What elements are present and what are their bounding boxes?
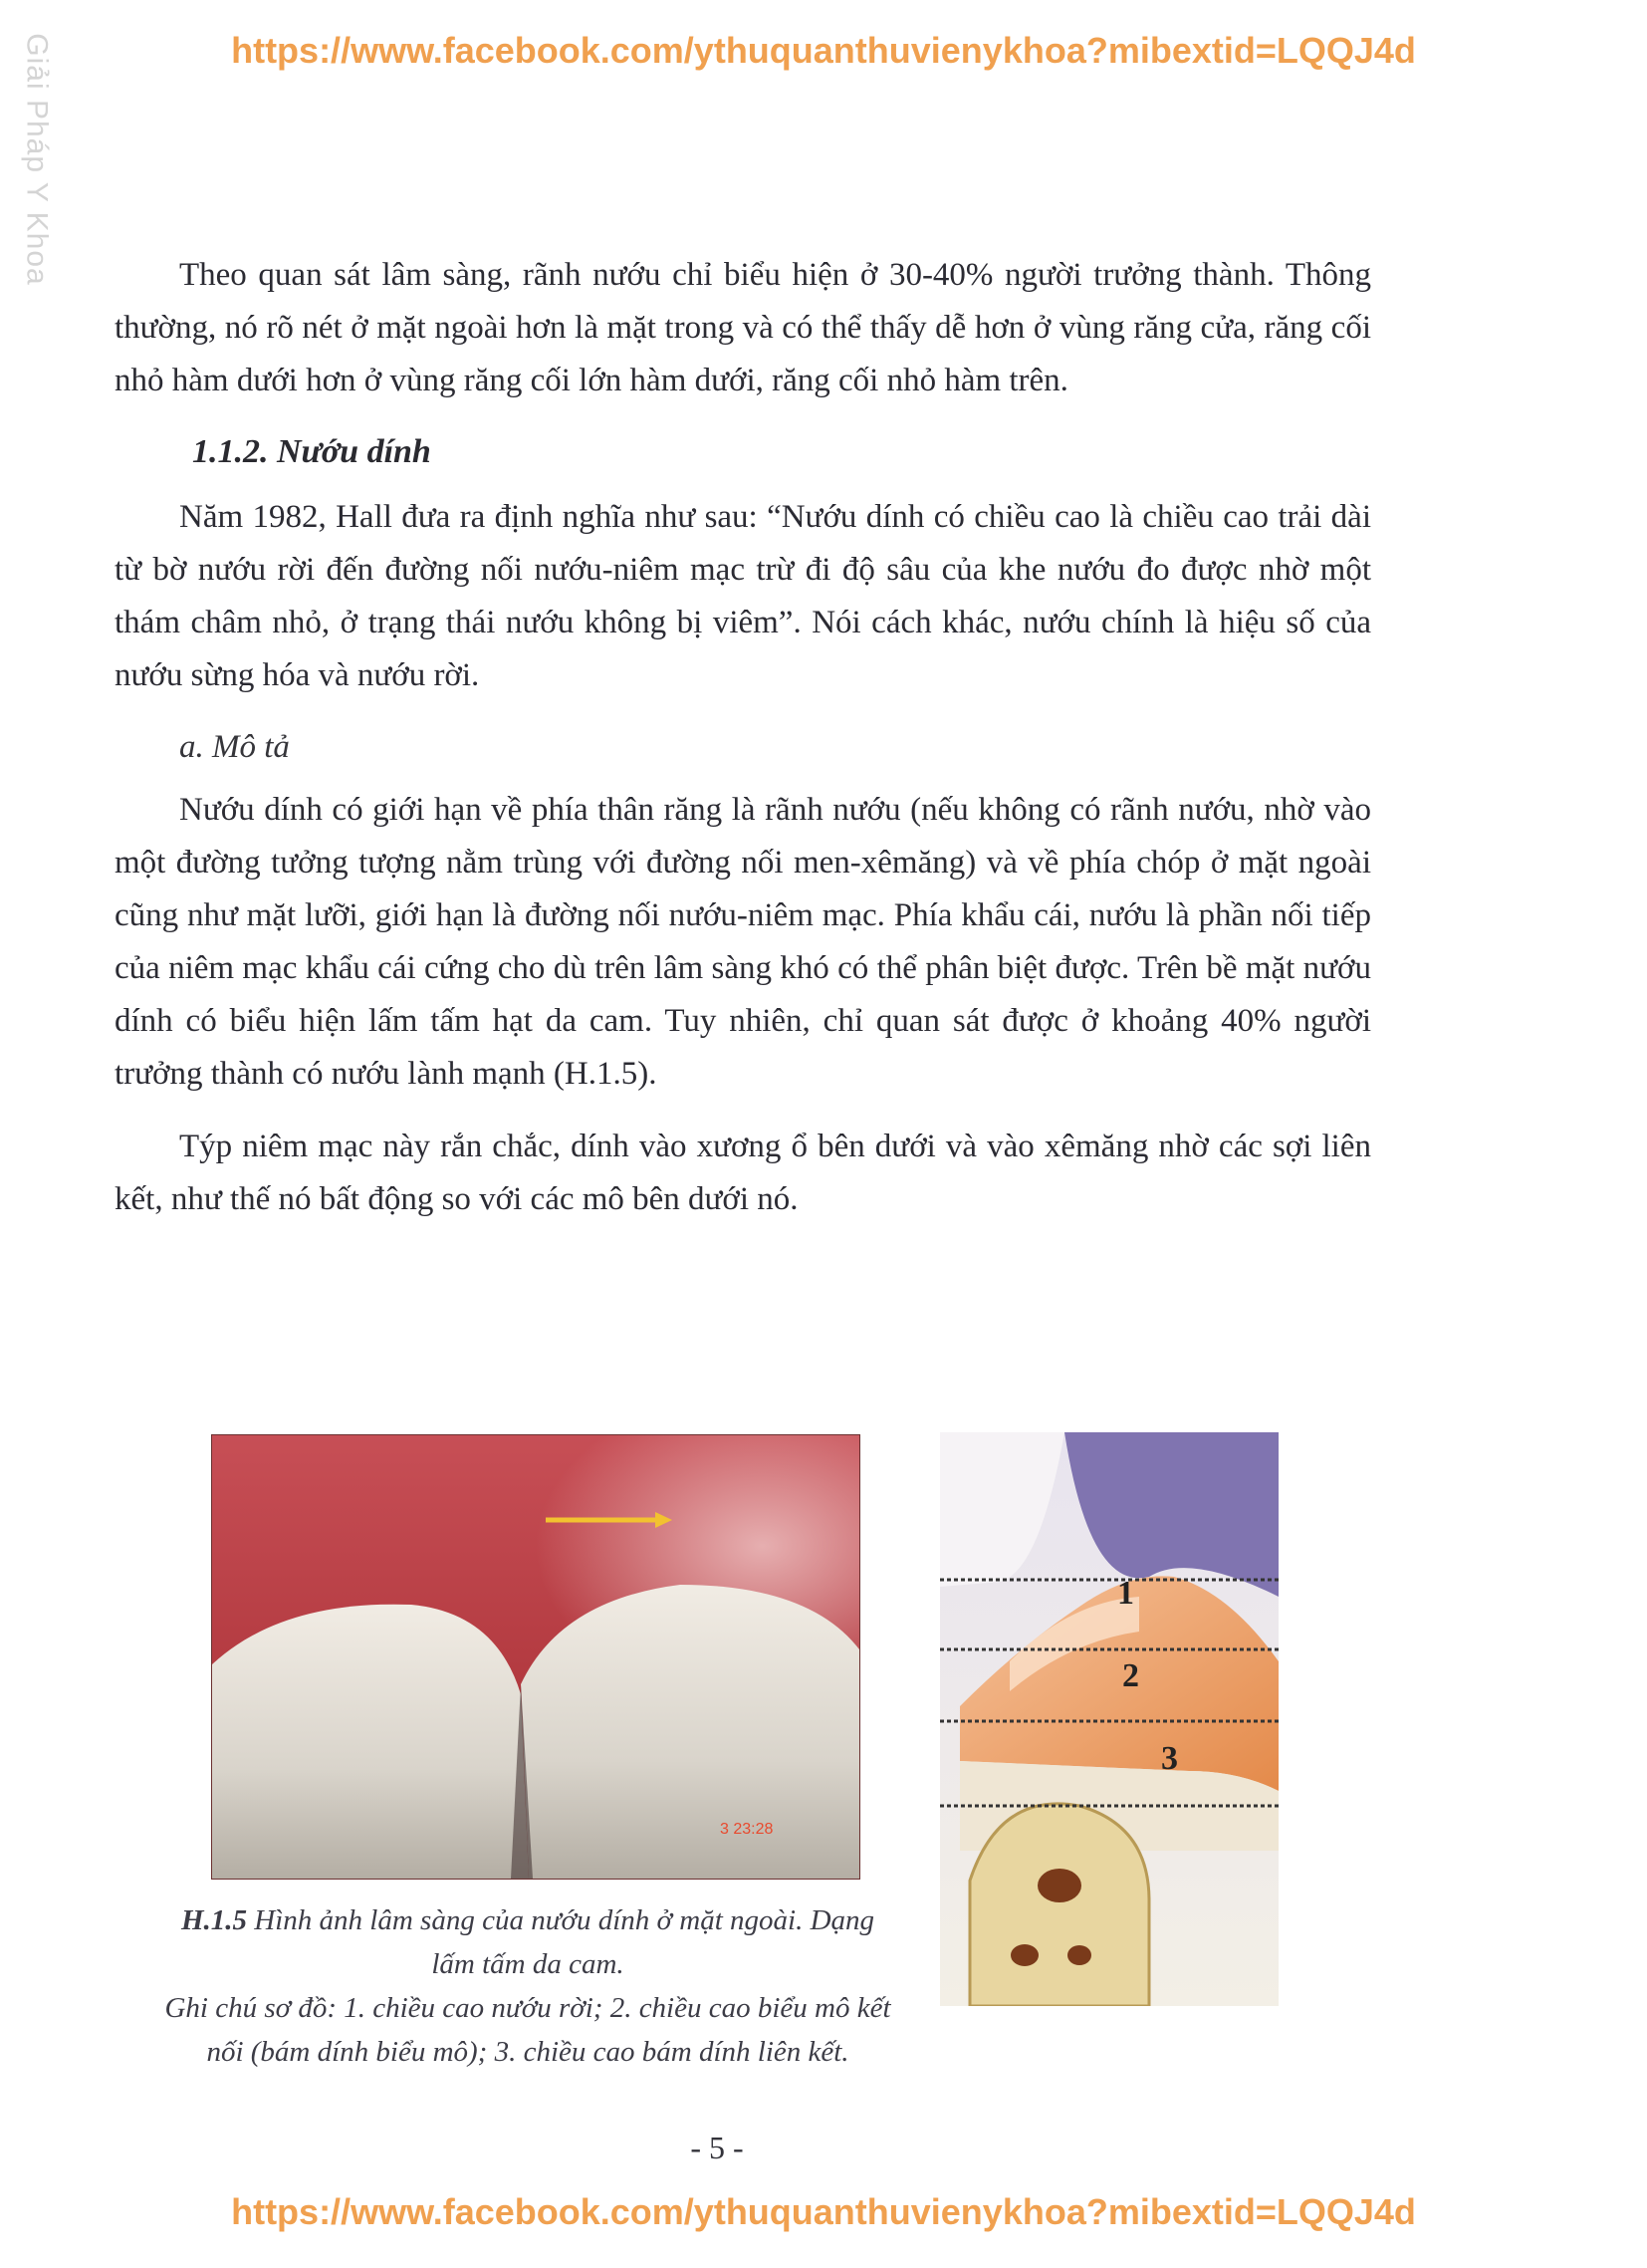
caption-line-1 — [164, 1898, 891, 1986]
clinical-photo-attached-gingiva — [211, 1434, 860, 1880]
photo-timestamp: 3 23:28 — [720, 1821, 774, 1838]
diagram-label-3: 3 — [1161, 1740, 1178, 1777]
figure-caption — [164, 1898, 891, 2074]
page-body — [115, 249, 1371, 1246]
page-number: - 5 - — [690, 2130, 744, 2165]
figure-label: H.1.5 — [180, 1904, 248, 1936]
side-watermark-text: Giải Pháp Y Khoa — [21, 33, 55, 286]
clinical-photo-graphic — [212, 1435, 859, 1879]
diagram-label-1: 1 — [1117, 1575, 1134, 1612]
header-facebook-link[interactable]: https://www.facebook.com/ythuquanthuvienykhoa?mibextid=LQQJ4d — [231, 30, 1416, 71]
diagram-label-2: 2 — [1122, 1657, 1139, 1694]
footer-facebook-link[interactable]: https://www.facebook.com/ythuquanthuvienykhoa?mibextid=LQQJ4d — [231, 2191, 1416, 2232]
caption-line-2: Ghi chú sơ đồ: 1. chiều cao nướu rời; 2. chiều cao biểu mô kết nối (bám dính biểu mô); 3. chiều cao bám dính liên kết. — [164, 1992, 891, 2068]
paragraph-limits-description: Nướu dính có giới hạn về phía thân răng là rãnh nướu (nếu không có rãnh nướu, nhờ vào một đường tưởng tượng nằm trùng với đường nối men-xêmăng) và về phía chóp ở mặt ngoài cũng như mặt lưỡi, giới hạn là đường nối nướu-niêm mạc. Phía khẩu cái, nướu là phần nối tiếp của niêm mạc khẩu cái cứng cho dù trên lâm sàng khó có thể phân biệt được. Trên bề mặt nướu dính có biểu hiện lấm tấm hạt da cam. Tuy nhiên, chỉ quan sát được ở khoảng 40% người trưởng thành có nướu lành mạnh (H.1.5). — [115, 792, 1371, 1092]
paragraph-mucosa-type: Týp niêm mạc này rắn chắc, dính vào xương ổ bên dưới và vào xêmăng nhờ các sợi liên kết, như thế nó bất động so với các mô bên dưới nó. — [115, 1129, 1371, 1217]
caption-text-1: Hình ảnh lâm sàng của nướu dính ở mặt ngoài. Dạng lấm tấm da cam. — [254, 1904, 875, 1980]
paragraph-hall-definition: Năm 1982, Hall đưa ra định nghĩa như sau: “Nướu dính có chiều cao là chiều cao trải dài từ bờ nướu rời đến đường nối nướu-niêm mạc trừ đi độ sâu của khe nướu đo được nhờ một thám châm nhỏ, ở trạng thái nướu không bị viêm”. Nói cách khác, nướu chính là hiệu số của nướu sừng hóa và nướu rời. — [115, 499, 1371, 693]
gingiva-schematic-diagram — [940, 1432, 1279, 2006]
subheading-description: a. Mô tả — [179, 729, 290, 765]
section-heading-attached-gingiva: 1.1.2. Nướu dính — [192, 433, 431, 470]
paragraph-gingival-groove: Theo quan sát lâm sàng, rãnh nướu chỉ biểu hiện ở 30-40% người trưởng thành. Thông thường, nó rõ nét ở mặt ngoài hơn là mặt trong và có thể thấy dễ hơn ở vùng răng cửa, răng cối nhỏ hàm dưới hơn ở vùng răng cối lớn hàm dưới, răng cối nhỏ hàm trên. — [115, 257, 1371, 398]
schematic-graphic — [940, 1432, 1279, 2006]
